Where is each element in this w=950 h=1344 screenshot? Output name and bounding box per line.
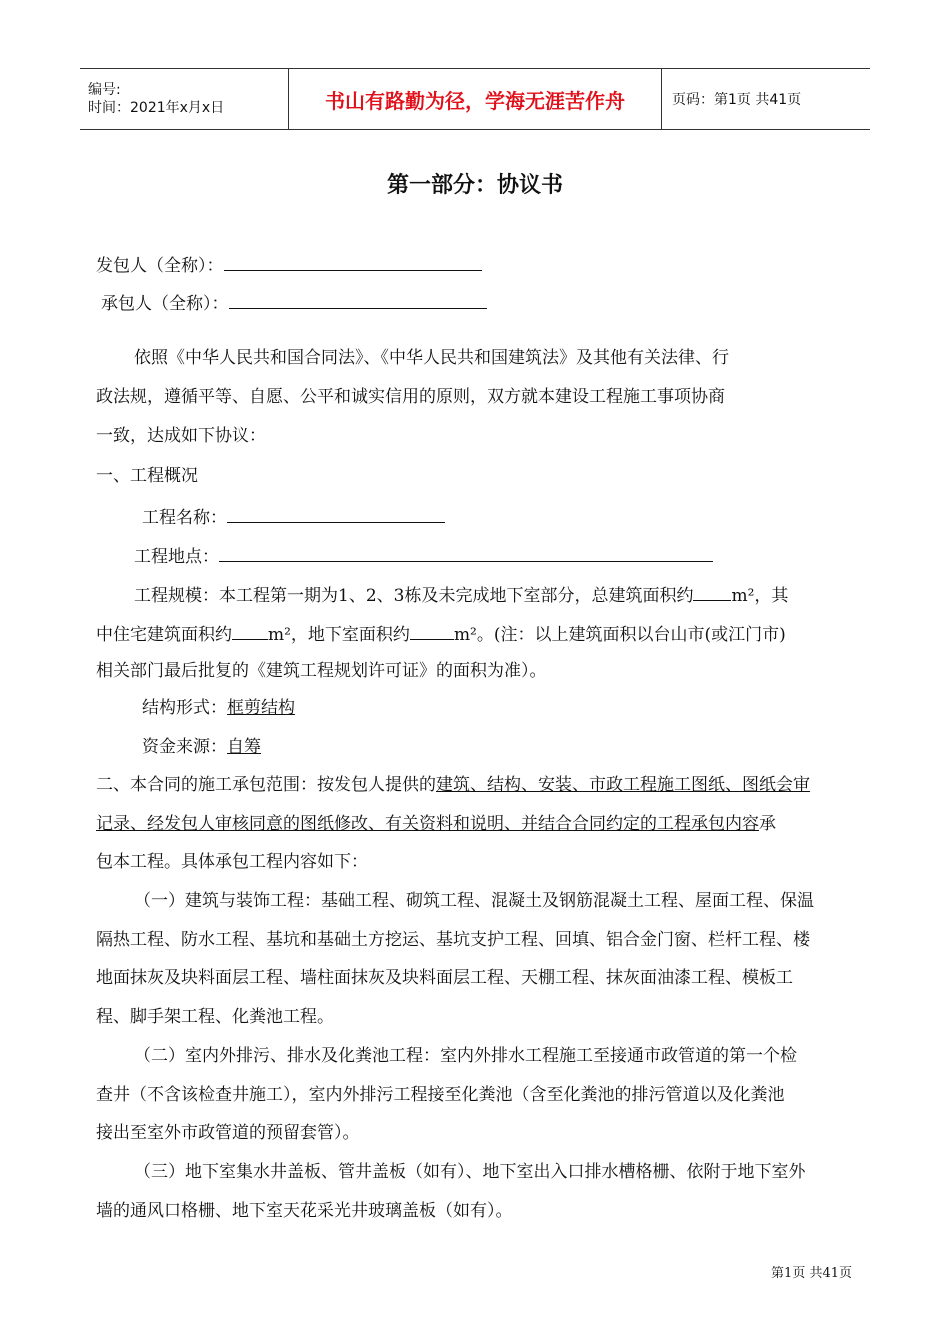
total-area-blank xyxy=(693,582,731,601)
fund-line xyxy=(142,736,261,758)
header-motto: 书山有路勤为径，学海无涯苦作舟 xyxy=(325,88,625,113)
project-scale-line-3: 相关部门最后批复的《建筑工程规划许可证》的面积为准）。 xyxy=(96,661,547,681)
fund-value: 自筹 xyxy=(227,737,261,757)
page-info-text: 页码：第1页 共41页 xyxy=(672,92,802,108)
item1-line-2: 隔热工程、防水工程、基坑和基础土方挖运、基坑支护工程、回填、铝合金门窗、栏杆工程、楼 xyxy=(96,930,810,950)
section2-text-a: 二、本合同的施工承包范围：按发包人提供的 xyxy=(96,775,436,795)
project-name-label: 工程名称： xyxy=(142,508,227,528)
scale-text-c: 中住宅建筑面积约 xyxy=(96,625,232,645)
intro-line-2: 政法规，遵循平等、自愿、公平和诚实信用的原则，双方就本建设工程施工事项协商 xyxy=(96,387,725,407)
contractor-label: 承包人（全称）： xyxy=(101,294,229,314)
scale-text-e: m²。(注：以上建筑面积以台山市(或江门市) xyxy=(453,625,786,645)
section1-heading: 一、工程概况 xyxy=(96,466,198,486)
intro-line-1: 依照《中华人民共和国合同法》、《中华人民共和国建筑法》及其他有关法律、行 xyxy=(134,348,729,368)
section2-line-1 xyxy=(96,774,810,796)
header-meta xyxy=(80,69,289,129)
item2-line-1: （二）室内外排污、排水及化粪池工程：室内外排水工程施工至接通市政管道的第一个检 xyxy=(134,1046,797,1066)
scale-text-d: m²，地下室面积约 xyxy=(268,625,410,645)
project-location-label: 工程地点： xyxy=(134,547,219,567)
project-location-line xyxy=(134,543,713,568)
header-motto-cell xyxy=(289,69,662,129)
intro-line-3: 一致，达成如下协议： xyxy=(96,426,266,446)
section2-text-b: 承 xyxy=(759,814,776,834)
structure-value: 框剪结构 xyxy=(227,698,295,718)
employer-line xyxy=(96,252,482,277)
page-title: 第一部分：协议书 xyxy=(386,173,563,198)
item1-line-3: 地面抹灰及块料面层工程、墙柱面抹灰及块料面层工程、天棚工程、抹灰面油漆工程、模板工 xyxy=(96,968,793,988)
scale-text-a: 工程规模：本工程第一期为1、2、3栋及未完成地下室部分，总建筑面积约 xyxy=(134,586,694,606)
section2-line-2 xyxy=(96,813,776,835)
item3-line-2: 墙的通风口格栅、地下室天花采光井玻璃盖板（如有）。 xyxy=(96,1201,513,1221)
project-name-blank xyxy=(227,504,445,523)
project-location-blank xyxy=(219,543,713,562)
project-name-line xyxy=(142,504,445,529)
project-scale-line-1 xyxy=(134,582,788,607)
structure-label: 结构形式： xyxy=(142,698,227,718)
page-footer: 第1页 共41页 xyxy=(771,1266,852,1281)
item1-line-4: 程、脚手架工程、化粪池工程。 xyxy=(96,1007,334,1027)
employer-label: 发包人（全称）： xyxy=(96,256,224,276)
page-header xyxy=(80,68,870,130)
project-scale-line-2 xyxy=(96,621,786,646)
item2-line-3: 接出至室外市政管道的预留套管）。 xyxy=(96,1123,360,1143)
fund-label: 资金来源： xyxy=(142,737,227,757)
document-number-label: 编号: xyxy=(88,82,121,98)
scale-text-b: m²，其 xyxy=(731,586,789,606)
contractor-line xyxy=(101,290,487,315)
contractor-blank xyxy=(229,290,487,309)
section2-underlined-b: 记录、经发包人审核同意的图纸修改、有关资料和说明、并结合合同约定的工程承包内容 xyxy=(96,814,759,834)
item1-line-1: （一）建筑与装饰工程：基础工程、砌筑工程、混凝土及钢筋混凝土工程、屋面工程、保温 xyxy=(134,891,814,911)
item2-line-2: 查井（不含该检查井施工），室内外排污工程接至化粪池（含至化粪池的排污管道以及化粪池 xyxy=(96,1085,785,1105)
section2-underlined-a: 建筑、结构、安装、市政工程施工图纸、图纸会审 xyxy=(436,775,810,795)
item3-line-1: （三）地下室集水井盖板、管井盖板（如有）、地下室出入口排水槽格栅、依附于地下室外 xyxy=(134,1162,806,1182)
section2-line-3: 包本工程。具体承包工程内容如下： xyxy=(96,852,368,872)
document-date: 时间：2021年x月x日 xyxy=(88,100,225,116)
employer-blank xyxy=(224,252,482,271)
header-page-info xyxy=(662,69,870,129)
basement-area-blank xyxy=(410,621,454,640)
structure-line xyxy=(142,697,295,719)
residential-area-blank xyxy=(232,621,268,640)
